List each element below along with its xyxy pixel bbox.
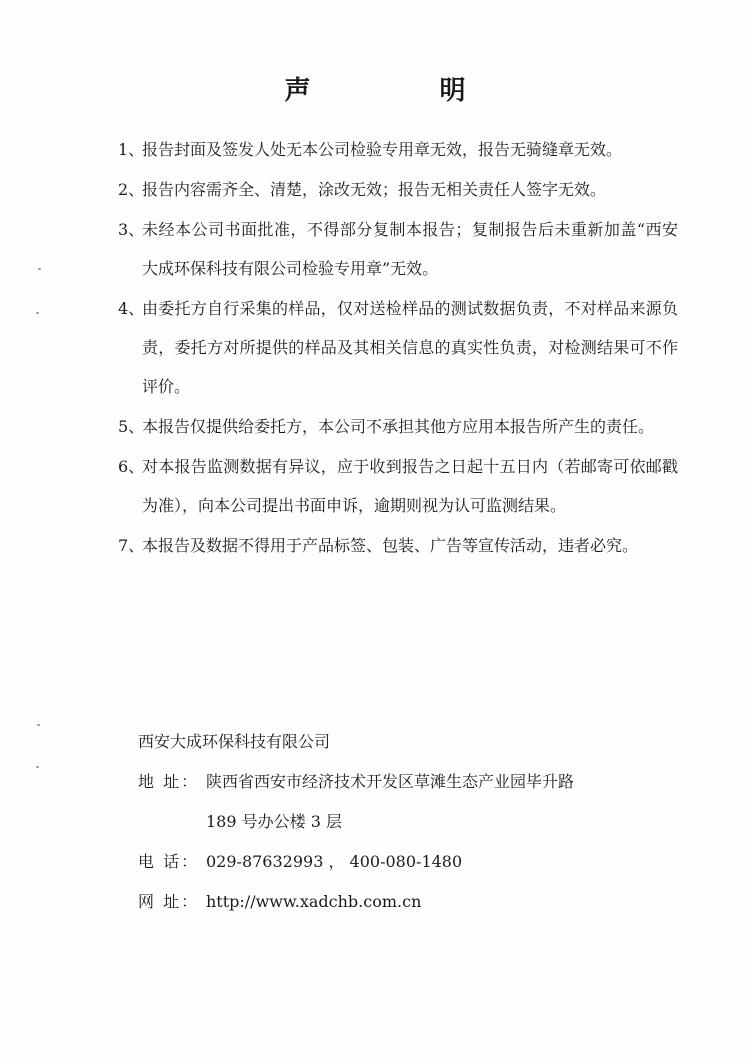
item-text: 本报告仅提供给委托方，本公司不承担其他方应用本报告所产生的责任。	[142, 417, 655, 436]
phone-row	[138, 842, 678, 882]
website-row	[138, 882, 678, 922]
website-label: 网 址：	[138, 892, 200, 911]
address-row	[138, 762, 678, 802]
phone-value: 029-87632993 ， 400-080-1480	[206, 852, 463, 871]
scan-speck	[38, 268, 41, 270]
website-value: http://www.xadchb.com.cn	[206, 892, 422, 911]
item-number: 2、	[118, 180, 145, 199]
declaration-item-6	[118, 447, 678, 525]
item-number: 1、	[118, 140, 145, 159]
item-number: 4、	[118, 299, 145, 318]
item-number: 6、	[118, 457, 145, 476]
item-text: 由委托方自行采集的样品，仅对送检样品的测试数据负责，不对样品来源负责，委托方对所提供的样品及其相关信息的真实性负责，对检测结果可不作评价。	[142, 299, 678, 396]
item-number: 5、	[118, 417, 145, 436]
item-text: 对本报告监测数据有异议，应于收到报告之日起十五日内（若邮寄可依邮戳为准），向本公司提出书面申诉，逾期则视为认可监测结果。	[142, 457, 678, 515]
scan-speck	[36, 766, 39, 768]
item-text: 报告封面及签发人处无本公司检验专用章无效，报告无骑缝章无效。	[142, 140, 623, 159]
address-line1: 陕西省西安市经济技术开发区草滩生态产业园毕升路	[206, 772, 575, 791]
item-text: 本报告及数据不得用于产品标签、包装、广告等宣传活动，违者必究。	[142, 536, 639, 555]
declaration-item-4	[118, 289, 678, 406]
declaration-item-3	[118, 210, 678, 288]
item-number: 7、	[118, 536, 145, 555]
declaration-item-7	[118, 526, 678, 565]
declaration-item-1	[118, 130, 678, 169]
scan-speck	[36, 312, 39, 314]
declaration-list	[118, 130, 678, 566]
address-line2: 189 号办公楼 3 层	[206, 812, 342, 831]
phone-label: 电 话：	[138, 852, 200, 871]
scan-speck	[37, 724, 40, 726]
page-title: 声 明	[284, 76, 526, 106]
company-info	[138, 722, 678, 922]
item-text: 报告内容需齐全、清楚，涂改无效；报告无相关责任人签字无效。	[142, 180, 607, 199]
declaration-item-5	[118, 407, 678, 446]
item-number: 3、	[118, 220, 145, 239]
address-label: 地 址：	[138, 772, 200, 791]
item-text: 未经本公司书面批准，不得部分复制本报告；复制报告后未重新加盖“西安大成环保科技有限公司检验专用章”无效。	[142, 220, 678, 278]
company-name: 西安大成环保科技有限公司	[138, 732, 331, 751]
declaration-item-2	[118, 170, 678, 209]
